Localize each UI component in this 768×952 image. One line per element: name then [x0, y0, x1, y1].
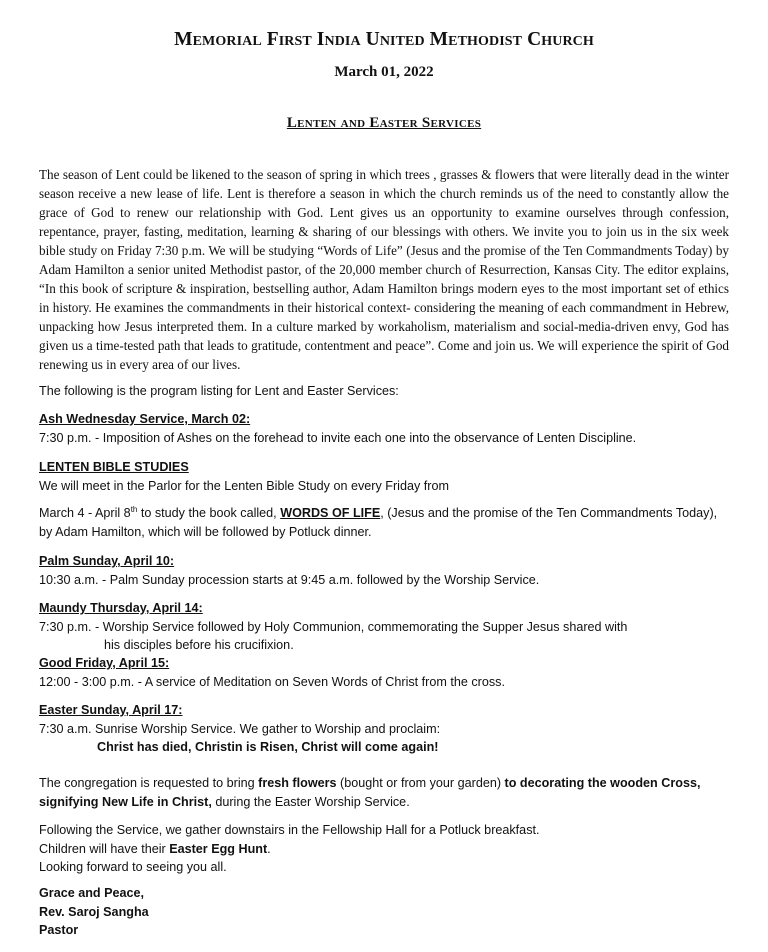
bible-studies-heading: LENTEN BIBLE STUDIES — [39, 460, 189, 474]
maundy-thursday-line1: 7:30 p.m. - Worship Service followed by Holy Communion, commemorating the Supper Jesus shared with — [39, 619, 628, 634]
document-date: March 01, 2022 — [334, 64, 434, 80]
flowers-text-end: during the Easter Worship Service. — [211, 794, 410, 809]
good-friday-section — [39, 654, 739, 691]
good-friday-heading: Good Friday, April 15: — [39, 656, 170, 670]
bible-studies-line3: by Adam Hamilton, which will be followed by Potluck dinner. — [39, 524, 372, 539]
closing-line1: Following the Service, we gather downstairs in the Fellowship Hall for a Potluck breakfast. — [39, 823, 540, 837]
bible-studies-schedule — [39, 504, 739, 541]
flowers-text-mid: (bought or from your garden) — [336, 776, 505, 790]
easter-sunday-section — [39, 701, 739, 757]
ash-wednesday-line: 7:30 p.m. - Imposition of Ashes on the forehead to invite each one into the observance of Lenten Discipline. — [39, 430, 637, 445]
palm-sunday-section — [39, 552, 739, 589]
ash-wednesday-heading: Ash Wednesday Service, March 02: — [39, 412, 251, 426]
easter-sunday-line1: 7:30 a.m. Sunrise Worship Service. We gather to Worship and proclaim: — [39, 721, 441, 736]
easter-sunday-heading: Easter Sunday, April 17: — [39, 703, 183, 717]
easter-egg-hunt: Easter Egg Hunt — [169, 841, 268, 856]
closing-line2-start: Children will have their — [39, 841, 170, 856]
signature-name: Rev. Saroj Sangha — [39, 904, 149, 919]
maundy-thursday-section — [39, 599, 739, 655]
book-subtitle: , (Jesus and the promise of the Ten Commandments Today), — [380, 506, 718, 520]
book-title: WORDS OF LIFE — [280, 506, 381, 520]
bible-studies-section — [39, 458, 739, 495]
ash-wednesday-section — [39, 410, 739, 447]
flowers-bold-1: fresh flowers — [258, 776, 337, 790]
flowers-text-start: The congregation is requested to bring — [39, 776, 259, 790]
closing-line2 — [39, 840, 739, 859]
palm-sunday-heading: Palm Sunday, April 10: — [39, 554, 175, 568]
maundy-thursday-heading: Maundy Thursday, April 14: — [39, 601, 203, 615]
signature-greeting: Grace and Peace, — [39, 886, 145, 900]
flowers-bold-3: signifying New Life in Christ, — [39, 794, 212, 809]
flowers-bold-2: to decorating the wooden Cross, — [504, 776, 701, 790]
easter-proclamation: Christ has died, Christin is Risen, Christ will come again! — [97, 740, 439, 754]
closing-section — [39, 821, 739, 877]
good-friday-line: 12:00 - 3:00 p.m. - A service of Meditation on Seven Words of Christ from the cross. — [39, 674, 505, 689]
flowers-request — [39, 774, 739, 811]
signature-title: Pastor — [39, 923, 79, 937]
palm-sunday-line: 10:30 a.m. - Palm Sunday procession starts at 9:45 a.m. followed by the Worship Service. — [39, 572, 540, 587]
maundy-thursday-line2: his disciples before his crucifixion. — [104, 638, 294, 652]
intro-paragraph: The season of Lent could be likened to the season of spring in which trees , grasses & flowers that were literally dead in the winter season receive a new lease of life. Lent is therefore a season in which the church reminds us of the need to constantly allow the grace of God to renew our relationship with God. Lent gives us an opportunity to examine ourselves through confession, repentance, prayer, fasting, meditation, learning & sharing of our blessings with others. We invite you to join us in the six week bible study on Friday 7:30 p.m. We will be studying “Words of Life” (Jesus and the promise of the Ten Commandments Today) by Adam Hamilton a senior united Methodist pastor, of the 20,000 member church of Resurrection, Kansas City. The editor explains, “In this book of scripture & inspiration, bestselling author, Adam Hamilton brings modern eyes to the most important set of ethics in history. He examines the commandments in their historical context- considering the meaning of each commandment in Hebrew, unpacking how Jesus interpreted them. In a culture marked by workaholism, materialism and social-media-driven envy, God has given us a time-tested path that leads to gratitude, contentment and peace”. Come and join us. We will experience the spirit of God renewing us in every area of our lives. — [39, 167, 729, 372]
closing-line2-end: . — [267, 841, 271, 856]
church-name: Memorial First India United Methodist Church — [174, 29, 594, 50]
bible-date-suffix: th — [130, 504, 138, 514]
bible-studies-line2 — [39, 504, 739, 523]
closing-line3: Looking forward to seeing you all. — [39, 860, 227, 874]
signature-block — [39, 884, 739, 940]
bible-study-text: to study the book called, — [137, 506, 281, 520]
program-intro: The following is the program listing for Lent and Easter Services: — [39, 384, 399, 398]
bible-studies-line1: We will meet in the Parlor for the Lenten Bible Study on every Friday from — [39, 478, 449, 493]
bible-date-range: March 4 - April 8 — [39, 506, 131, 520]
section-title: Lenten and Easter Services — [286, 115, 482, 131]
